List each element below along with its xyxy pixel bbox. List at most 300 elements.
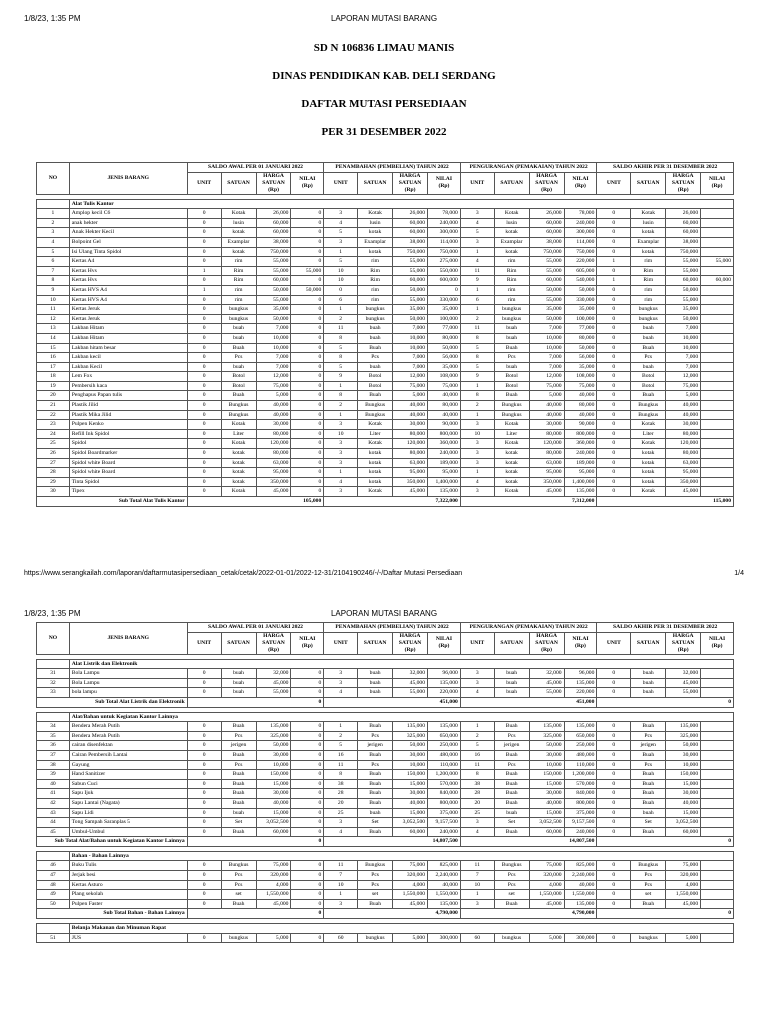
table-cell: 320,000 [256,871,291,881]
table-cell: buah [631,678,666,688]
table-row [37,760,734,770]
table-cell: 45,000 [256,678,291,688]
table-cell [701,353,734,363]
table-cell: 30,000 [529,750,564,760]
table-cell: 55,000 [393,688,428,698]
table-cell: 9 [37,285,70,295]
table-cell: 1 [460,305,494,315]
table-cell: 60,000 [393,218,428,228]
table-cell: jerigen [221,741,256,751]
table-cell: buah [494,808,529,818]
table-cell: 0 [597,477,631,487]
section-header-row [37,659,734,669]
table-cell [701,741,734,751]
table-cell: Buah [221,343,256,353]
table-cell: 2 [324,401,358,411]
table-cell: Buah [358,798,393,808]
table-cell: 0 [597,237,631,247]
table-row [37,890,734,900]
report-date: PER 31 DESEMBER 2022 [321,126,447,138]
table-cell: 7,000 [393,362,428,372]
table-cell: 325,000 [256,731,291,741]
table-cell: 0 [187,449,221,459]
table-row [37,678,734,688]
table-cell: rim [358,257,393,267]
section-name: Alat/Bahan untuk Kegiatan Kantor Lainnya [69,712,733,722]
table-cell: Pcs [631,880,666,890]
table-cell: 135,000 [428,899,461,909]
table-cell: 10,000 [666,343,701,353]
col-header: UNIT [597,632,631,654]
table-cell [701,750,734,760]
table-cell: buah [631,808,666,818]
table-cell: 3 [324,818,358,828]
table-cell: Kotak [358,439,393,449]
table-cell: 0 [291,449,324,459]
table-cell: 135,000 [393,722,428,732]
table-cell: 40,000 [666,410,701,420]
table-cell: 135,000 [564,899,597,909]
table-cell: 35,000 [393,305,428,315]
table-cell: kotak [631,458,666,468]
table-cell [701,343,734,353]
subtotal-row [37,697,734,707]
agency-name: DINAS PENDIDIKAN KAB. DELI SERDANG [272,70,496,82]
table-cell: 33 [37,688,70,698]
table-cell: Lakban hitam besar [69,343,187,353]
table-cell: 0 [187,798,221,808]
table-cell: 50,000 [393,741,428,751]
table-cell: Bungkus [358,401,393,411]
table-cell: 0 [187,372,221,382]
table-row [37,741,734,751]
table-cell: 5 [324,343,358,353]
col-header: NILAI (Rp) [291,632,324,654]
table-cell: 40,000 [428,391,461,401]
table-cell: 325,000 [393,731,428,741]
table-cell: 189,000 [564,458,597,468]
table-cell: 45,000 [529,678,564,688]
table-cell: 5 [460,362,494,372]
table-cell: 48 [37,880,70,890]
table-cell [701,760,734,770]
table-cell: 0 [291,731,324,741]
table-cell: Buah [221,789,256,799]
table-cell: 17 [37,362,70,372]
table-cell: 1 [324,722,358,732]
table-cell: Plang sekolah [69,890,187,900]
section-blank [37,924,70,934]
table-cell: 320,000 [393,871,428,881]
table-cell: 75,000 [529,861,564,871]
table-cell: 34 [37,722,70,732]
table-cell: Pcs [358,760,393,770]
table-cell [701,247,734,257]
table-cell: 5 [324,257,358,267]
table-cell: 28 [460,789,494,799]
table-cell: Buah [631,798,666,808]
table-cell: 15,000 [666,779,701,789]
table-cell: 75,000 [393,381,428,391]
table-cell: 15,000 [529,808,564,818]
table-cell: 0 [291,343,324,353]
table-cell: Buah [631,899,666,909]
table-cell: Buah [358,779,393,789]
table-cell: 0 [187,324,221,334]
table-header-row [37,623,734,633]
table-cell: 26,000 [666,209,701,219]
table-cell: 75,000 [564,381,597,391]
table-cell: 45,000 [393,899,428,909]
table-cell: 28 [37,468,70,478]
table-cell: Botol [358,381,393,391]
table-cell: 80,000 [564,401,597,411]
table-cell: 135,000 [428,487,461,497]
table-cell [701,722,734,732]
table-cell: 0 [291,324,324,334]
table-cell: 840,000 [564,789,597,799]
table-cell: Bungkus [494,410,529,420]
table-cell: Pcs [221,760,256,770]
table-cell: 108,000 [428,372,461,382]
table-cell: Bungkus [631,410,666,420]
table-cell: Kotak [221,487,256,497]
col-header: UNIT [324,172,358,194]
table-cell: 19 [37,381,70,391]
table-row [37,372,734,382]
table-cell: 480,000 [428,750,461,760]
table-cell: buah [221,678,256,688]
table-cell: 0 [187,333,221,343]
table-cell: 0 [597,741,631,751]
table-cell: 8 [324,770,358,780]
col-header: HARGA SATUAN (Rp) [393,172,428,194]
table-cell: 3,052,500 [256,818,291,828]
table-cell: Buah [494,750,529,760]
group-header: SALDO AWAL PER 01 JANUARI 2022 [187,623,324,633]
table-cell: 0 [597,678,631,688]
table-cell: set [494,890,529,900]
table-cell: 3 [460,669,494,679]
table-cell: 0 [291,410,324,420]
table-cell: Bungkus [358,861,393,871]
table-cell: 8 [460,391,494,401]
table-cell: bungkus [631,305,666,315]
table-cell: 80,000 [666,449,701,459]
table-cell: 40,000 [256,410,291,420]
table-cell: Botol [358,372,393,382]
table-cell: 12,000 [393,372,428,382]
table-cell: Kertas HVS A4 [69,285,187,295]
table-cell: 60,000 [529,228,564,238]
table-cell: 0 [597,439,631,449]
table-cell: 4,000 [256,880,291,890]
table-cell: 75,000 [428,381,461,391]
group-header: SALDO AWAL PER 01 JANUARI 2022 [187,163,324,173]
table-cell [701,880,734,890]
table-cell: 9 [460,372,494,382]
table-cell: 150,000 [666,770,701,780]
table-cell: 1 [324,890,358,900]
table-cell: 55,000 [256,295,291,305]
table-cell: 50,000 [666,741,701,751]
table-cell [701,209,734,219]
table-cell: 3 [324,439,358,449]
table-cell: 95,000 [393,468,428,478]
table-cell: 750,000 [393,247,428,257]
table-cell: 1,400,000 [564,477,597,487]
table-cell: 2 [460,731,494,741]
group-header: SALDO AKHIR PER 31 DESEMBER 2022 [597,163,734,173]
table-cell: 35,000 [428,305,461,315]
table-cell: 0 [187,458,221,468]
table-cell: Pcs [494,880,529,890]
table-cell: Spidol [69,439,187,449]
table-cell: 0 [597,899,631,909]
table-cell: 5,000 [393,391,428,401]
table-cell: 0 [291,899,324,909]
col-header: HARGA SATUAN (Rp) [393,632,428,654]
table-cell: 0 [597,401,631,411]
table-cell: 0 [597,410,631,420]
col-jenis-header: JENIS BARANG [69,623,187,655]
table-cell: 56,000 [564,353,597,363]
table-cell: buah [221,808,256,818]
table-cell: 35,000 [564,362,597,372]
table-cell: 60 [460,933,494,943]
table-cell: kotak [221,449,256,459]
table-cell: Buah [631,779,666,789]
table-cell: 3 [324,209,358,219]
subtotal-label: Sub Total Bahan - Bahan Lainnya [37,909,188,919]
table-row [37,933,734,943]
table-cell: 5,000 [666,933,701,943]
table-cell: 0 [291,218,324,228]
table-cell: 0 [291,760,324,770]
table-cell: 10,000 [256,343,291,353]
table-cell: 8 [324,353,358,363]
subtotal-tambah: 451,000 [324,697,461,707]
table-cell: cairan disenfektan [69,741,187,751]
table-cell: 55,000 [666,266,701,276]
table-cell: 38,000 [529,237,564,247]
table-row [37,449,734,459]
table-cell: Botol [221,381,256,391]
table-cell: Rim [358,266,393,276]
table-row [37,218,734,228]
subtotal-akhir: 115,000 [597,497,734,507]
subtotal-akhir: 0 [597,837,734,847]
table-cell: 100,000 [428,314,461,324]
table-cell: 1 [324,468,358,478]
table-cell: Lakban Hitam [69,324,187,334]
table-cell: 0 [291,228,324,238]
table-cell: 50,000 [529,285,564,295]
col-header: HARGA SATUAN (Rp) [529,172,564,194]
table-cell: 4,000 [393,880,428,890]
table-cell: Kotak [494,439,529,449]
table-cell: 56,000 [428,353,461,363]
table-cell: 60,000 [529,218,564,228]
table-cell [701,429,734,439]
table-cell: 1 [324,410,358,420]
table-cell: Cairan Pembersih Lantai [69,750,187,760]
table-cell: 25 [37,439,70,449]
table-cell: 240,000 [428,449,461,459]
table-cell: Liter [631,429,666,439]
table-cell: 3 [324,669,358,679]
table-cell: 0 [291,808,324,818]
table-cell: 135,000 [256,722,291,732]
table-cell: 50,000 [256,285,291,295]
table-row [37,750,734,760]
table-cell [701,391,734,401]
table-cell: bola lampu [69,688,187,698]
table-cell: Kotak [631,420,666,430]
table-cell: 0 [187,770,221,780]
table-cell: Pcs [631,353,666,363]
table-cell: 800,000 [564,798,597,808]
subtotal-akhir: 0 [597,697,734,707]
table-row [37,899,734,909]
table-cell: 0 [291,420,324,430]
table-row [37,861,734,871]
table-cell: kotak [221,247,256,257]
table-cell: 325,000 [529,731,564,741]
table-cell: Jerjak besi [69,871,187,881]
table-cell: Buah [358,899,393,909]
table-cell: Buah [494,770,529,780]
table-cell: 10,000 [393,333,428,343]
col-no-header: NO [37,623,70,655]
table-cell: Pcs [494,760,529,770]
table-cell: 47 [37,871,70,881]
table-cell [701,933,734,943]
table-cell: 31 [37,669,70,679]
table-cell [701,381,734,391]
table-cell: 63,000 [666,458,701,468]
table-cell: 38,000 [666,237,701,247]
table-cell: 63,000 [256,458,291,468]
col-header: HARGA SATUAN (Rp) [256,632,291,654]
table-cell: 16 [37,353,70,363]
table-cell: 55,000 [666,688,701,698]
print-header [0,12,768,26]
table-cell: 0 [187,401,221,411]
table-cell: 60,000 [666,218,701,228]
table-cell: 605,000 [564,266,597,276]
table-cell: 0 [597,343,631,353]
col-header: NILAI (Rp) [564,172,597,194]
table-cell: 150,000 [529,770,564,780]
table-cell: 10,000 [529,343,564,353]
table-cell: Buah [358,827,393,837]
table-cell: 10,000 [393,760,428,770]
table-cell: 800,000 [428,798,461,808]
table-cell: 0 [187,760,221,770]
table-cell: Rim [494,266,529,276]
table-cell: 55,000 [529,257,564,267]
table-cell: kotak [221,458,256,468]
table-cell: 5 [324,362,358,372]
group-header: PENGURANGAN (PEMAKAIAN) TAHUN 2022 [460,163,597,173]
table-cell: 38,000 [256,237,291,247]
table-cell: 32 [37,678,70,688]
table-cell: Bendera Merah Putih [69,722,187,732]
table-cell: 36 [37,741,70,751]
table-cell: Examplar [358,237,393,247]
table-cell: 0 [597,372,631,382]
table-cell: 30 [37,487,70,497]
table-cell: Buah [494,343,529,353]
table-cell: 0 [187,880,221,890]
table-cell: 3,052,500 [529,818,564,828]
table-cell: Buah [358,789,393,799]
col-header: NILAI (Rp) [564,632,597,654]
table-cell: Buah [358,770,393,780]
table-cell [701,237,734,247]
table-cell: 0 [187,343,221,353]
col-header: UNIT [324,632,358,654]
table-cell: 0 [187,362,221,372]
table-cell: 35,000 [428,362,461,372]
table-cell: Bungkus [494,401,529,411]
table-cell: 1,550,000 [393,890,428,900]
table-cell: 12 [37,314,70,324]
table-cell: 135,000 [529,722,564,732]
table-cell: 5,000 [256,391,291,401]
table-cell: 1,550,000 [564,890,597,900]
table-cell: 60,000 [701,276,734,286]
table-cell: 0 [291,818,324,828]
table-cell: 6 [37,257,70,267]
table-cell: Bola Lampu [69,678,187,688]
table-cell: Kotak [221,209,256,219]
table-cell: 38 [37,760,70,770]
table-cell: 30,000 [666,789,701,799]
table-cell: Lakban Hitam [69,333,187,343]
table-cell: 0 [291,890,324,900]
table-cell: Bungkus [631,401,666,411]
table-cell: 0 [291,750,324,760]
table-cell: 0 [597,353,631,363]
table-cell: Buah [358,722,393,732]
table-cell [701,669,734,679]
table-cell: 40,000 [393,410,428,420]
table-cell: jerigen [358,741,393,751]
section-blank [37,851,70,861]
table-cell [701,305,734,315]
table-cell: 50,000 [256,741,291,751]
table-cell: 0 [187,477,221,487]
table-cell: Sabun Cuci [69,779,187,789]
table-cell: 0 [597,789,631,799]
table-cell: 55,000 [529,295,564,305]
table-cell: 0 [187,688,221,698]
table-cell: 30,000 [256,750,291,760]
table-cell [701,458,734,468]
table-cell: 45,000 [666,899,701,909]
table-cell: kotak [358,468,393,478]
table-cell: Penghapus Papan tulis [69,391,187,401]
table-cell: 3,052,500 [666,818,701,828]
table-cell: Buah [221,798,256,808]
section-header-row [37,712,734,722]
table-cell: 44 [37,818,70,828]
table-cell: Kertas Asturo [69,880,187,890]
table-row [37,295,734,305]
table-cell: 80,000 [529,449,564,459]
